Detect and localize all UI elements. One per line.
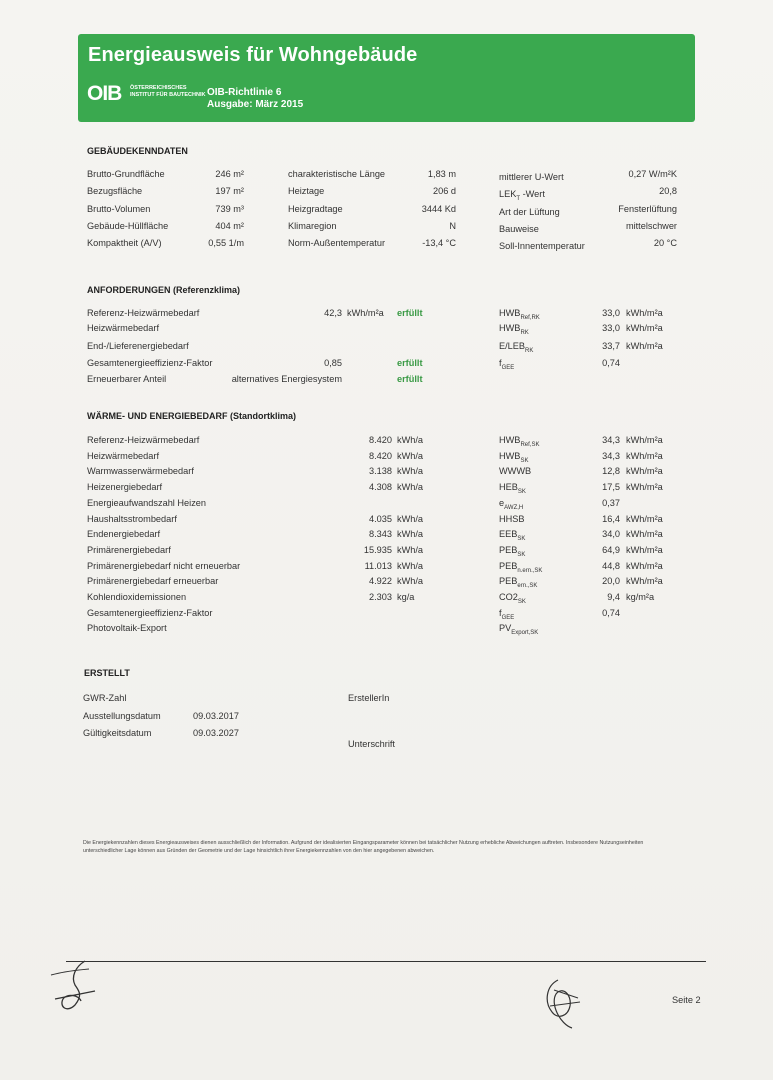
institute-name: ÖSTERREICHISCHES INSTITUT FÜR BAUTECHNIK	[130, 85, 206, 98]
waerme-unit: kWh/a	[397, 560, 424, 571]
anf-unit: kWh/m²a	[347, 308, 384, 318]
anf-status-badge: erfüllt	[397, 374, 423, 384]
waerme-label: Primärenergiebedarf nicht erneuerbar	[87, 560, 241, 571]
waerme-unit: kWh/a	[397, 529, 424, 540]
waerme-value: 3.138	[369, 466, 392, 477]
geb-value: Fensterlüftung	[618, 204, 677, 214]
waerme-symbol: $CO2_{SK}$	[499, 592, 526, 605]
waerme-value: 15.935	[363, 544, 392, 555]
waerme-value-2: 17,5	[602, 482, 620, 493]
waerme-symbol: $e_{AWZ,H}$	[499, 497, 524, 511]
waerme-value-2: 20,0	[602, 576, 620, 587]
gwr-label: GWR-Zahl	[83, 693, 127, 703]
waerme-value: 8.420	[369, 435, 392, 445]
anf-value: alternatives Energiesystem	[231, 374, 342, 384]
waerme-value: 11.013	[364, 560, 392, 571]
geb-value: 1,83 m	[427, 169, 456, 179]
geb-label: Brutto-Volumen	[87, 204, 151, 214]
anf-value-2: 33,7	[602, 341, 620, 351]
anf-symbol: $HWB_{Ref,RK}$	[499, 308, 540, 321]
waerme-label: Haushaltsstrombedarf	[87, 513, 177, 524]
section-heading-gebaeude: GEBÄUDEKENNDATEN	[87, 146, 188, 156]
waerme-unit-2: kWh/m²a	[626, 560, 663, 571]
waerme-label: Endenergiebedarf	[87, 529, 161, 540]
geb-label: charakteristische Länge	[288, 169, 386, 179]
oib-logo: OIB	[87, 82, 122, 105]
signature-left-mark	[45, 955, 105, 1025]
anf-value: 0,85	[324, 358, 342, 368]
guideline-info: OIB-Richtlinie 6 Ausgabe: März 2015	[207, 87, 304, 110]
waerme-unit: kWh/a	[397, 544, 424, 555]
waerme-value: 8.420	[369, 450, 392, 461]
anf-label: Referenz-Heizwärmebedarf	[87, 308, 200, 318]
waerme-symbol: $f_{GEE}$	[499, 607, 515, 621]
waerme-label: Warmwasserwärmebedarf	[87, 466, 194, 477]
waerme-value-2: 34,0	[602, 529, 620, 540]
anf-value-2: 0,74	[602, 358, 620, 368]
anf-label: Erneuerbarer Anteil	[87, 374, 167, 384]
waerme-value: 4.922	[369, 576, 392, 587]
disclaimer-text: Die Energiekennzahlen dieses Energieausweises dienen ausschließlich der Information. Aufgrund der idealisierten Eingangsparameter können bei tatsächlicher Nutzung erhebliche Abweichungen auftreten. Insbesondere Nutzungseinheiten unterschiedlicher Lage können aus Gründen der Geometrie und der Lage hinsichtlich ihrer Energiekennzahlen von den hier angegebenen abweichen.	[83, 840, 644, 854]
waerme-value-2: 12,8	[602, 466, 620, 477]
section-heading-anforderungen: ANFORDERUNGEN (Referenzklima)	[87, 285, 241, 295]
anf-symbol: $HWB_{RK}$	[499, 323, 529, 336]
unterschrift-label: Unterschrift	[348, 739, 395, 749]
anf-status-badge: erfüllt	[397, 358, 423, 368]
geb-label: Bezugsfläche	[87, 186, 143, 196]
waerme-label: Photovoltaik-Export	[87, 623, 167, 634]
waerme-unit: kWh/a	[397, 482, 424, 493]
waerme-label: Primärenergiebedarf erneuerbar	[87, 576, 219, 587]
waerme-symbol: WWWB	[499, 466, 532, 477]
ausstellung-value: 09.03.2017	[193, 711, 239, 721]
waerme-unit: kWh/a	[397, 435, 424, 445]
waerme-value-2: 64,9	[602, 544, 620, 555]
anf-unit-2: kWh/m²a	[626, 308, 663, 318]
waerme-label: Referenz-Heizwärmebedarf	[87, 435, 200, 445]
waerme-label: Gesamtenergieeffizienz-Faktor	[87, 607, 213, 618]
waerme-symbol: $PEB_{SK}$	[499, 544, 526, 558]
waerme-value-2: 34,3	[602, 435, 620, 445]
waerme-unit: kWh/a	[397, 576, 424, 587]
waerme-symbol: $HWB_{SK}$	[499, 450, 529, 464]
geb-value: 206 d	[433, 186, 456, 196]
anf-label: Gesamtenergieeffizienz-Faktor	[87, 358, 213, 368]
anf-unit-2: kWh/m²a	[626, 323, 663, 333]
waerme-unit: kWh/a	[397, 450, 424, 461]
waerme-unit-2: kWh/m²a	[626, 513, 663, 524]
anf-label: End-/Lieferenergiebedarf	[87, 341, 189, 351]
ausstellung-label: Ausstellungsdatum	[83, 711, 161, 721]
waerme-unit-2: kWh/m²a	[626, 529, 663, 540]
waerme-value-2: 34,3	[602, 450, 620, 461]
waerme-symbol: $PEB_{ern.,SK}$	[499, 576, 538, 590]
waerme-value: 2.303	[369, 592, 392, 602]
waerme-symbol: HHSB	[499, 513, 525, 524]
gueltig-label: Gültigkeitsdatum	[83, 728, 152, 738]
page-title: Energieausweis für Wohngebäude	[88, 44, 418, 66]
waerme-label: Energieaufwandszahl Heizen	[87, 497, 207, 508]
geb-value: 20 °C	[653, 238, 677, 248]
geb-label: $LEK_T$ -Wert	[499, 189, 545, 202]
ersteller-label: ErstellerIn	[348, 693, 390, 703]
geb-label: Soll-Innentemperatur	[499, 241, 585, 251]
anf-symbol: $E/LEB_{RK}$	[499, 341, 534, 354]
geb-value: 404 m²	[215, 221, 244, 231]
geb-value: 0,55 1/m	[208, 238, 244, 248]
waerme-label: Primärenergiebedarf	[87, 544, 171, 555]
geb-label: Kompaktheit (A/V)	[87, 238, 162, 248]
waerme-symbol: $HWB_{Ref,SK}$	[499, 435, 540, 448]
anf-value: 42,3	[324, 308, 342, 318]
geb-label: Art der Lüftung	[499, 207, 560, 217]
anf-label: Heizwärmebedarf	[87, 323, 159, 333]
geb-value: 3444 Kd	[421, 204, 456, 214]
anf-value-2: 33,0	[602, 308, 620, 318]
anf-unit-2: kWh/m²a	[626, 341, 663, 351]
page-number: Seite 2	[672, 995, 701, 1005]
waerme-unit-2: kWh/m²a	[626, 450, 663, 461]
waerme-value: 4.308	[369, 482, 392, 493]
waerme-unit-2: kWh/m²a	[626, 482, 663, 493]
geb-value: 0,27 W/m²K	[628, 169, 677, 179]
waerme-unit: kg/a	[397, 592, 415, 602]
waerme-unit-2: kWh/m²a	[626, 544, 663, 555]
waerme-value-2: 16,4	[602, 513, 620, 524]
geb-label: Gebäude-Hüllfläche	[87, 221, 169, 231]
anf-value-2: 33,0	[602, 323, 620, 333]
geb-value: N	[449, 221, 456, 231]
waerme-label: Heizenergiebedarf	[87, 482, 163, 493]
waerme-unit-2: kWh/m²a	[626, 576, 663, 587]
geb-value: 246 m²	[215, 169, 244, 179]
geb-value: 20,8	[659, 186, 677, 196]
geb-label: Klimaregion	[288, 221, 337, 231]
geb-label: Brutto-Grundfläche	[87, 169, 165, 179]
waerme-value-2: 0,37	[602, 497, 620, 508]
waerme-value: 8.343	[369, 529, 392, 540]
waerme-symbol: $PEB_{n.ern.,SK}$	[499, 560, 543, 574]
signature-right-mark	[538, 972, 588, 1036]
waerme-value-2: 9,4	[607, 592, 620, 602]
geb-label: Heiztage	[288, 186, 325, 196]
waerme-label: Kohlendioxidemissionen	[87, 592, 187, 602]
geb-value: 197 m²	[215, 186, 244, 196]
waerme-symbol: $EEB_{SK}$	[499, 529, 526, 543]
waerme-unit-2: kg/m²a	[626, 592, 655, 602]
gueltig-value: 09.03.2027	[193, 728, 239, 738]
geb-label: mittlerer U-Wert	[499, 172, 564, 182]
waerme-unit-2: kWh/m²a	[626, 435, 663, 445]
waerme-value-2: 44,8	[602, 560, 620, 571]
geb-label: Heizgradtage	[288, 204, 343, 214]
waerme-unit: kWh/a	[397, 466, 424, 477]
geb-value: 739 m³	[215, 204, 244, 214]
geb-label: Bauweise	[499, 224, 539, 234]
anf-status-badge: erfüllt	[397, 308, 423, 318]
waerme-symbol: $PV_{Export,SK}$	[499, 623, 539, 637]
waerme-symbol: $HEB_{SK}$	[499, 482, 526, 495]
waerme-value-2: 0,74	[602, 607, 620, 618]
section-heading-erstellt: ERSTELLT	[84, 668, 130, 678]
waerme-label: Heizwärmebedarf	[87, 450, 159, 461]
footer-rule	[66, 961, 706, 962]
geb-label: Norm-Außentemperatur	[288, 238, 386, 248]
waerme-unit: kWh/a	[397, 513, 424, 524]
header-banner	[78, 34, 695, 122]
geb-value: mittelschwer	[625, 221, 677, 231]
section-heading-waerme: WÄRME- UND ENERGIEBEDARF (Standortklima)	[87, 411, 297, 421]
anf-symbol: $f_{GEE}$	[499, 358, 515, 371]
geb-value: -13,4 °C	[422, 238, 456, 248]
waerme-value: 4.035	[369, 513, 392, 524]
waerme-unit-2: kWh/m²a	[626, 466, 663, 477]
